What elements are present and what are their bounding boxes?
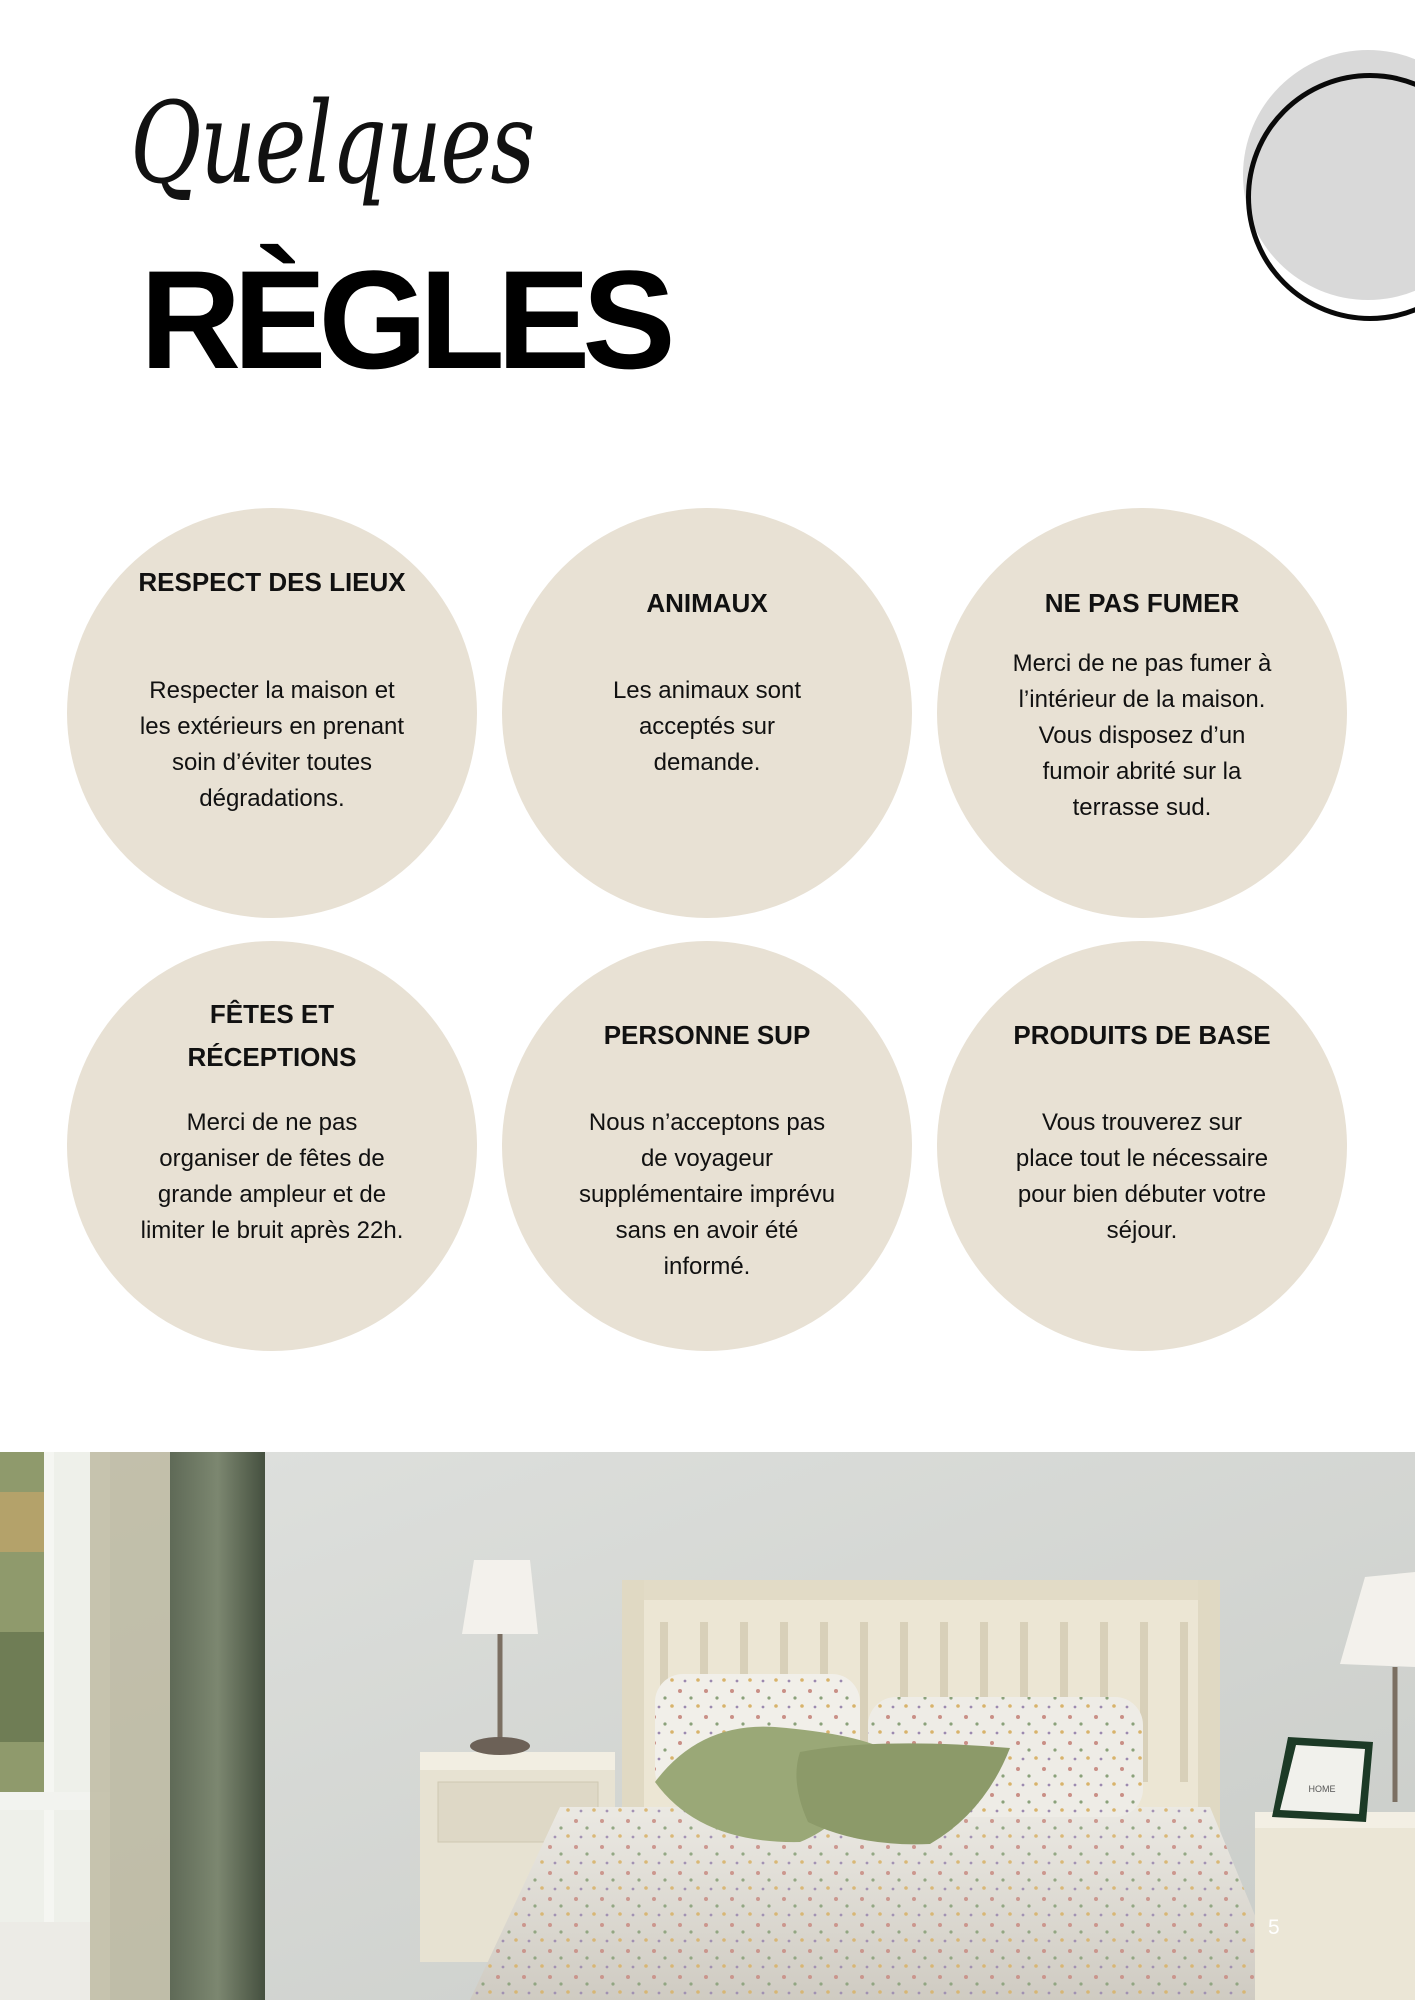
rule-title: RESPECT DES LIEUX [138, 567, 406, 597]
rule-text: Respecter la maison et les extérieurs en prenant soin d’éviter toutes dégradations. [139, 677, 405, 812]
page-number: 5 [1268, 1916, 1280, 1939]
bedroom-photo [0, 1452, 1415, 2000]
rule-text: Merci de ne pas fumer à l’intérieur de la maison. Vous disposez d’un fumoir abrité sur la terrasse sud. [1012, 650, 1272, 821]
rule-produits-de-base [937, 941, 1347, 1351]
rule-respect-lieux [67, 508, 477, 918]
rule-title: PERSONNE SUP [603, 1020, 811, 1050]
rule-title: FÊTES ET RÉCEPTIONS [187, 999, 357, 1072]
rule-title: NE PAS FUMER [1044, 588, 1240, 618]
rule-text: Les animaux sont acceptés sur demande. [612, 677, 802, 776]
script-title: Quelques [130, 79, 534, 209]
rule-fetes-receptions [67, 941, 477, 1351]
rule-text: Nous n’acceptons pas de voyageur supplémentaire imprévu sans en avoir été informé. [578, 1109, 836, 1280]
rule-ne-pas-fumer [937, 508, 1347, 918]
page-title: RÈGLES [140, 241, 668, 398]
rule-animaux [502, 508, 912, 918]
rule-text: Merci de ne pas organiser de fêtes de grande ampleur et de limiter le bruit après 22h. [140, 1109, 404, 1244]
rule-text: Vous trouverez sur place tout le nécessaire pour bien débuter votre séjour. [1015, 1109, 1269, 1244]
rule-title: ANIMAUX [646, 588, 768, 618]
rule-title: PRODUITS DE BASE [1013, 1020, 1271, 1050]
rule-personne-sup [502, 941, 912, 1351]
frame-text: HOME [1308, 1784, 1336, 1794]
